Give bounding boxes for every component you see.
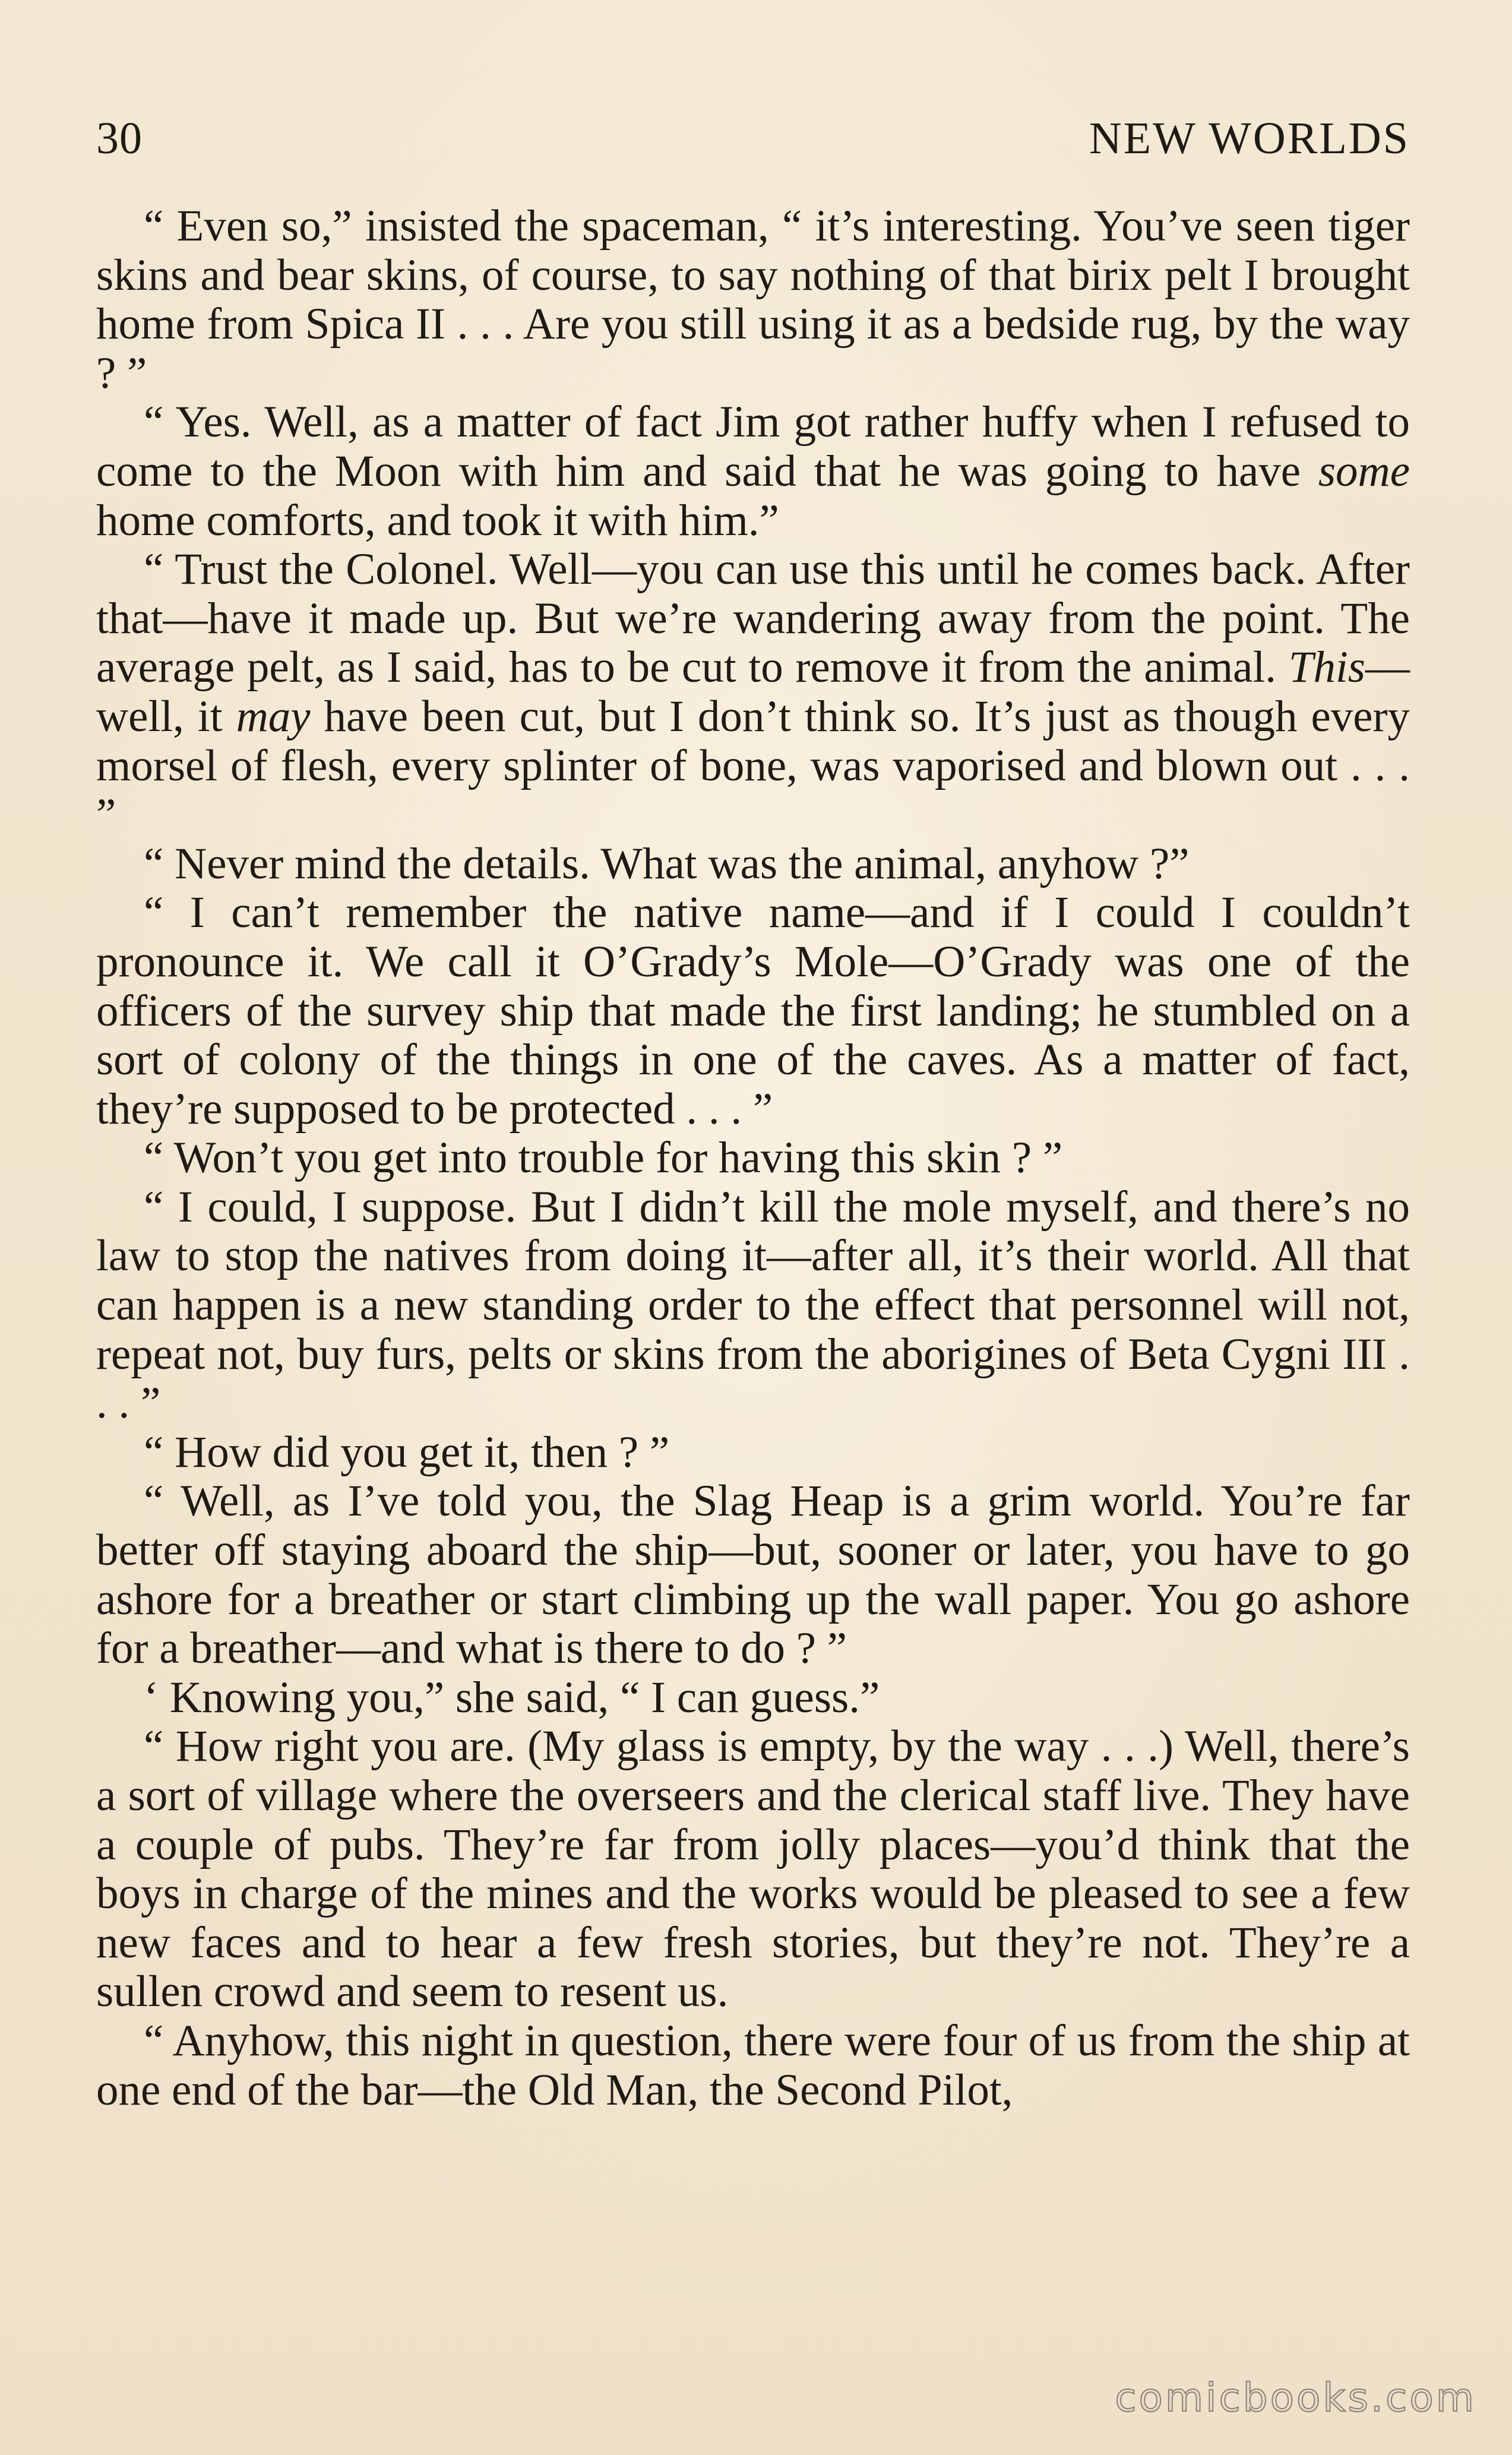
paragraph: “ Won’t you get into trouble for having this skin ? ” (144, 1133, 1063, 1183)
paragraph: “ How did you get it, then ? ” (144, 1427, 670, 1477)
paragraph: “ I could, I suppose. But I didn’t kill the mole myself, and there’s no law to stop the natives from doing it—after all, it’s their world. All that can happen is a new standing order to the effect that personnel will not, repeat not, buy furs, pelts or skins from the aborigines of Beta Cygni III . . . ” (96, 1182, 1410, 1428)
paragraph: “ Even so,” insisted the spaceman, “ it’s interesting. You’ve seen tiger skins and bear skins, of course, to say nothing of that birix pelt I brought home from Spica II . . . Are you still using it as a bedside rug, by the way ? ” (96, 201, 1410, 398)
page-number: 30 (96, 113, 143, 163)
paragraph: “ Anyhow, this night in question, there were four of us from the ship at one end of the bar—the Old Man, the Second Pilot, (96, 2016, 1410, 2115)
paragraph: “ Yes. Well, as a matter of fact Jim got rather huffy when I refused to come to the Moon with him and said that he was going to have some home comforts, and took it with him.” (96, 397, 1410, 545)
running-head (96, 106, 1410, 171)
paragraph: “ Well, as I’ve told you, the Slag Heap is a grim world. You’re far better off staying aboard the ship—but, sooner or later, you have to go ashore for a breather or start climbing up the wall paper. You go ashore for a breather—and what is there to do ? ” (96, 1476, 1410, 1673)
paragraph: “ I can’t remember the native name—and if I could I couldn’t pronounce it. We call it O’Grady’s Mole—O’Grady was one of the officers of the survey ship that made the first landing; he stumbled on a sort of colony of the things in one of the caves. As a matter of fact, they’re supposed to be protected . . . ” (96, 888, 1410, 1134)
paragraph: “ Trust the Colonel. Well—you can use this until he comes back. After that—have it made up. But we’re wandering away from the point. The average pelt, as I said, has to be cut to remove it from the animal. This—well, it may have been cut, but I don’t think so. It’s just as though every morsel of flesh, every splinter of bone, was vaporised and blown out . . . ” (96, 545, 1410, 840)
paragraph: ‘ Knowing you,” she said, “ I can guess.” (144, 1672, 880, 1722)
story-text (96, 202, 1410, 2115)
watermark: comicbooks.com (1115, 2375, 1476, 2421)
paragraph: “ How right you are. (My glass is empty, by the way . . .) Well, there’s a sort of village where the overseers and the clerical staff live. They have a couple of pubs. They’re far from jolly places—you’d think that the boys in charge of the mines and the works would be pleased to see a few new faces and to hear a few fresh stories, but they’re not. They’re a sullen crowd and seem to resent us. (96, 1722, 1410, 2017)
running-title: NEW WORLDS (1089, 113, 1410, 163)
paragraph: “ Never mind the details. What was the animal, anyhow ?” (144, 839, 1190, 888)
